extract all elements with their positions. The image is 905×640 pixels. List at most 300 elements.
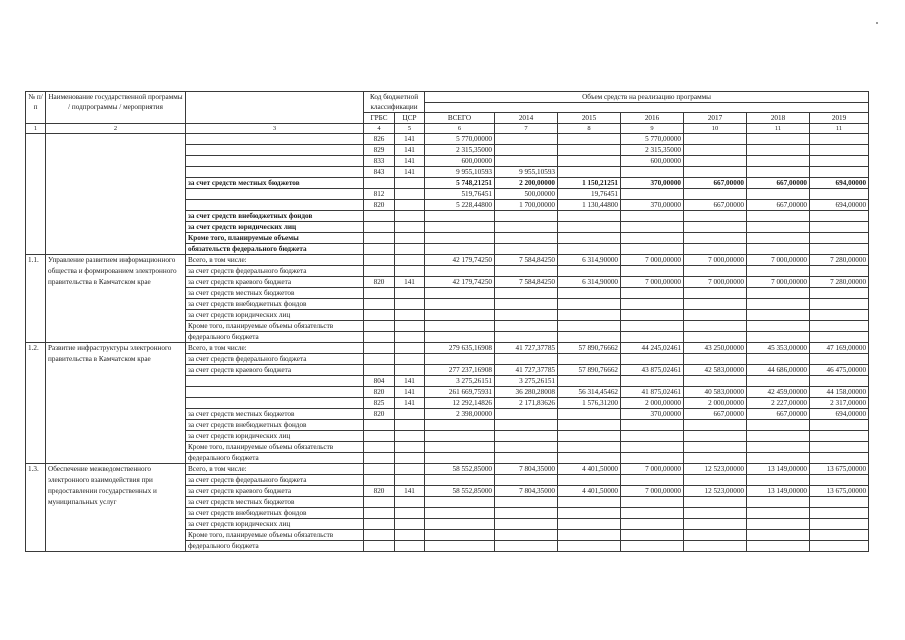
column-number: 3 — [186, 124, 364, 134]
year-cell — [810, 244, 869, 255]
grbs-cell — [364, 354, 395, 365]
year-cell — [684, 167, 747, 178]
csr-cell — [395, 519, 425, 530]
year-cell: 667,00000 — [747, 409, 810, 420]
year-cell — [684, 156, 747, 167]
column-number: 7 — [495, 124, 558, 134]
year-cell: 7 584,84250 — [495, 277, 558, 288]
year-cell — [495, 420, 558, 431]
year-cell — [621, 233, 684, 244]
row-number: 1.2. — [26, 343, 46, 464]
grbs-cell — [364, 475, 395, 486]
year-cell — [810, 332, 869, 343]
year-cell — [495, 222, 558, 233]
total-cell: 58 552,85000 — [425, 486, 495, 497]
year-cell — [495, 156, 558, 167]
year-cell — [558, 266, 621, 277]
year-cell — [684, 541, 747, 552]
year-cell — [621, 530, 684, 541]
source-cell — [186, 145, 364, 156]
total-cell: 5 228,44800 — [425, 200, 495, 211]
grbs-cell — [364, 508, 395, 519]
year-cell — [747, 299, 810, 310]
year-cell: 3 275,26151 — [495, 376, 558, 387]
grbs-cell — [364, 321, 395, 332]
total-cell — [425, 453, 495, 464]
total-cell: 279 635,16908 — [425, 343, 495, 354]
year-cell — [747, 376, 810, 387]
grbs-cell: 825 — [364, 398, 395, 409]
csr-cell — [395, 354, 425, 365]
source-cell: за счет средств юридических лиц — [186, 519, 364, 530]
csr-cell — [395, 343, 425, 354]
header-total: ВСЕГО — [425, 113, 495, 124]
grbs-cell — [364, 244, 395, 255]
year-cell: 7 000,00000 — [684, 277, 747, 288]
total-cell — [425, 321, 495, 332]
year-cell — [747, 288, 810, 299]
year-cell — [810, 134, 869, 145]
program-name — [46, 134, 186, 255]
year-cell: 36 280,28008 — [495, 387, 558, 398]
program-name: Развитие инфраструктуры электронного правительства в Камчатском крае — [46, 343, 186, 464]
csr-cell — [395, 409, 425, 420]
header-year: 2017 — [684, 113, 747, 124]
source-cell: за счет средств федерального бюджета — [186, 354, 364, 365]
year-cell: 2 317,00000 — [810, 398, 869, 409]
grbs-cell — [364, 178, 395, 189]
year-cell — [558, 420, 621, 431]
csr-cell — [395, 200, 425, 211]
source-cell — [186, 200, 364, 211]
year-cell: 667,00000 — [747, 200, 810, 211]
column-number: 2 — [46, 124, 186, 134]
year-cell — [810, 189, 869, 200]
source-cell: за счет средств юридических лиц — [186, 310, 364, 321]
year-cell — [810, 222, 869, 233]
year-cell: 7 000,00000 — [747, 255, 810, 266]
year-cell — [747, 354, 810, 365]
year-cell: 5 770,00000 — [621, 134, 684, 145]
total-cell — [425, 299, 495, 310]
source-cell: Всего, в том числе: — [186, 343, 364, 354]
year-cell — [747, 321, 810, 332]
source-cell: за счет средств краевого бюджета — [186, 277, 364, 288]
year-cell — [558, 288, 621, 299]
year-cell: 370,00000 — [621, 200, 684, 211]
year-cell — [747, 332, 810, 343]
year-cell: 44 686,00000 — [747, 365, 810, 376]
grbs-cell — [364, 420, 395, 431]
total-cell — [425, 310, 495, 321]
grbs-cell: 820 — [364, 277, 395, 288]
year-cell — [495, 453, 558, 464]
csr-cell: 141 — [395, 145, 425, 156]
year-cell: 2 000,00000 — [684, 398, 747, 409]
year-cell — [747, 475, 810, 486]
header-csr: ЦСР — [395, 113, 425, 124]
total-cell: 58 552,85000 — [425, 464, 495, 475]
csr-cell: 141 — [395, 167, 425, 178]
header-source — [186, 92, 364, 124]
header-num: № п/п — [26, 92, 46, 124]
csr-cell: 141 — [395, 398, 425, 409]
year-cell — [621, 167, 684, 178]
year-cell — [810, 519, 869, 530]
year-cell — [747, 442, 810, 453]
year-cell — [747, 189, 810, 200]
year-cell — [810, 321, 869, 332]
header-year: 2015 — [558, 113, 621, 124]
budget-table — [25, 91, 869, 552]
year-cell — [558, 354, 621, 365]
source-cell: Кроме того, планируемые объемы обязательств — [186, 530, 364, 541]
total-cell: 2 398,00000 — [425, 409, 495, 420]
year-cell — [684, 431, 747, 442]
year-cell — [684, 530, 747, 541]
header-year: 2014 — [495, 113, 558, 124]
year-cell — [621, 354, 684, 365]
total-cell: 42 179,74250 — [425, 255, 495, 266]
year-cell — [495, 541, 558, 552]
grbs-cell — [364, 211, 395, 222]
year-cell — [558, 508, 621, 519]
total-cell: 600,00000 — [425, 156, 495, 167]
table-row — [26, 464, 869, 475]
total-cell — [425, 332, 495, 343]
csr-cell — [395, 266, 425, 277]
source-cell: Всего, в том числе: — [186, 255, 364, 266]
table-row — [26, 134, 869, 145]
year-cell — [810, 442, 869, 453]
year-cell: 667,00000 — [684, 409, 747, 420]
year-cell — [810, 299, 869, 310]
total-cell: 261 669,75931 — [425, 387, 495, 398]
source-cell — [186, 134, 364, 145]
year-cell — [810, 475, 869, 486]
year-cell — [495, 442, 558, 453]
year-cell: 1 130,44800 — [558, 200, 621, 211]
year-cell: 667,00000 — [747, 178, 810, 189]
year-cell — [747, 145, 810, 156]
year-cell — [495, 519, 558, 530]
year-cell — [684, 332, 747, 343]
header-year: 2019 — [810, 113, 869, 124]
year-cell — [495, 233, 558, 244]
year-cell: 7 000,00000 — [684, 255, 747, 266]
grbs-cell: 826 — [364, 134, 395, 145]
total-cell — [425, 420, 495, 431]
year-cell: 6 314,90000 — [558, 255, 621, 266]
year-cell — [495, 310, 558, 321]
year-cell — [558, 530, 621, 541]
year-cell — [684, 453, 747, 464]
year-cell: 4 401,50000 — [558, 464, 621, 475]
total-cell: 12 292,14826 — [425, 398, 495, 409]
year-cell — [558, 310, 621, 321]
csr-cell — [395, 497, 425, 508]
program-name: Управление развитием информационного общества и формированием электронного правительства в Камчатском крае — [46, 255, 186, 343]
year-cell — [495, 321, 558, 332]
total-cell — [425, 475, 495, 486]
year-cell — [684, 222, 747, 233]
source-cell: за счет средств федерального бюджета — [186, 266, 364, 277]
year-cell — [495, 299, 558, 310]
csr-cell — [395, 442, 425, 453]
year-cell — [495, 134, 558, 145]
year-cell — [558, 222, 621, 233]
column-number: 8 — [558, 124, 621, 134]
year-cell — [747, 541, 810, 552]
year-cell — [684, 244, 747, 255]
year-cell — [558, 134, 621, 145]
column-number: 4 — [364, 124, 395, 134]
year-cell: 7 280,00000 — [810, 255, 869, 266]
year-cell — [810, 354, 869, 365]
year-cell — [810, 233, 869, 244]
csr-cell — [395, 288, 425, 299]
source-cell: за счет средств внебюджетных фондов — [186, 211, 364, 222]
year-cell — [810, 431, 869, 442]
csr-cell — [395, 211, 425, 222]
grbs-cell — [364, 519, 395, 530]
grbs-cell: 804 — [364, 376, 395, 387]
year-cell — [558, 475, 621, 486]
year-cell: 600,00000 — [621, 156, 684, 167]
year-cell — [621, 288, 684, 299]
year-cell: 2 227,00000 — [747, 398, 810, 409]
year-cell: 1 700,00000 — [495, 200, 558, 211]
year-cell — [558, 497, 621, 508]
year-cell — [810, 420, 869, 431]
year-cell: 370,00000 — [621, 409, 684, 420]
year-cell — [684, 211, 747, 222]
csr-cell — [395, 299, 425, 310]
table-body — [26, 134, 869, 552]
year-cell — [684, 354, 747, 365]
source-cell — [186, 376, 364, 387]
year-cell — [684, 145, 747, 156]
year-cell — [495, 530, 558, 541]
source-cell — [186, 387, 364, 398]
year-cell: 41 875,02461 — [621, 387, 684, 398]
source-cell — [186, 189, 364, 200]
year-cell: 19,76451 — [558, 189, 621, 200]
year-cell — [621, 541, 684, 552]
grbs-cell — [364, 266, 395, 277]
year-cell: 2 000,00000 — [621, 398, 684, 409]
header-volume-spacer — [425, 103, 869, 113]
header-year: 2016 — [621, 113, 684, 124]
csr-cell — [395, 310, 425, 321]
year-cell — [558, 233, 621, 244]
year-cell: 7 280,00000 — [810, 277, 869, 288]
year-cell: 7 000,00000 — [621, 255, 684, 266]
source-cell: за счет средств юридических лиц — [186, 431, 364, 442]
year-cell: 7 000,00000 — [621, 464, 684, 475]
csr-cell: 141 — [395, 156, 425, 167]
year-cell: 43 875,02461 — [621, 365, 684, 376]
grbs-cell — [364, 343, 395, 354]
csr-cell — [395, 189, 425, 200]
year-cell — [621, 211, 684, 222]
year-cell — [684, 288, 747, 299]
grbs-cell: 812 — [364, 189, 395, 200]
total-cell: 2 315,35000 — [425, 145, 495, 156]
source-cell: федерального бюджета — [186, 453, 364, 464]
total-cell — [425, 508, 495, 519]
csr-cell: 141 — [395, 387, 425, 398]
csr-cell — [395, 178, 425, 189]
source-cell: за счет средств внебюджетных фондов — [186, 420, 364, 431]
year-cell — [684, 497, 747, 508]
source-cell — [186, 167, 364, 178]
csr-cell — [395, 431, 425, 442]
year-cell: 6 314,90000 — [558, 277, 621, 288]
year-cell — [621, 222, 684, 233]
year-cell — [747, 453, 810, 464]
total-cell — [425, 233, 495, 244]
total-cell — [425, 541, 495, 552]
row-number — [26, 134, 46, 255]
total-cell — [425, 354, 495, 365]
year-cell — [621, 321, 684, 332]
year-cell: 667,00000 — [684, 200, 747, 211]
year-cell — [621, 442, 684, 453]
csr-cell — [395, 530, 425, 541]
year-cell: 7 000,00000 — [621, 277, 684, 288]
year-cell: 7 804,35000 — [495, 486, 558, 497]
year-cell — [621, 453, 684, 464]
year-cell: 44 158,00000 — [810, 387, 869, 398]
year-cell — [684, 310, 747, 321]
year-cell — [558, 167, 621, 178]
total-cell: 9 955,10593 — [425, 167, 495, 178]
year-cell — [684, 189, 747, 200]
grbs-cell — [364, 541, 395, 552]
year-cell — [684, 508, 747, 519]
year-cell — [684, 475, 747, 486]
year-cell — [810, 167, 869, 178]
year-cell — [810, 453, 869, 464]
table-row — [26, 255, 869, 266]
year-cell — [747, 244, 810, 255]
year-cell: 2 200,00000 — [495, 178, 558, 189]
grbs-cell — [364, 453, 395, 464]
csr-cell — [395, 464, 425, 475]
header-code-group: Код бюджетной классификации — [364, 92, 425, 113]
year-cell — [495, 211, 558, 222]
year-cell: 4 401,50000 — [558, 486, 621, 497]
year-cell — [495, 145, 558, 156]
year-cell — [810, 211, 869, 222]
header-grbs: ГРБС — [364, 113, 395, 124]
year-cell — [810, 266, 869, 277]
csr-cell: 141 — [395, 486, 425, 497]
grbs-cell — [364, 233, 395, 244]
year-cell — [621, 310, 684, 321]
year-cell — [684, 299, 747, 310]
year-cell — [684, 519, 747, 530]
year-cell — [558, 244, 621, 255]
column-number: 1 — [26, 124, 46, 134]
source-cell: Кроме того, планируемые объемы обязательств — [186, 321, 364, 332]
total-cell — [425, 497, 495, 508]
year-cell — [747, 431, 810, 442]
year-cell — [621, 508, 684, 519]
column-number: 6 — [425, 124, 495, 134]
grbs-cell: 843 — [364, 167, 395, 178]
year-cell: 2 171,83626 — [495, 398, 558, 409]
year-cell — [747, 310, 810, 321]
year-cell: 12 523,00000 — [684, 464, 747, 475]
column-numbers-row — [26, 124, 869, 134]
csr-cell — [395, 255, 425, 266]
total-cell: 5 748,21251 — [425, 178, 495, 189]
total-cell: 3 275,26151 — [425, 376, 495, 387]
year-cell — [684, 321, 747, 332]
year-cell — [747, 222, 810, 233]
year-cell — [747, 420, 810, 431]
csr-cell — [395, 365, 425, 376]
year-cell — [747, 530, 810, 541]
source-cell: за счет средств внебюджетных фондов — [186, 508, 364, 519]
source-cell: за счет средств краевого бюджета — [186, 365, 364, 376]
year-cell: 43 250,00000 — [684, 343, 747, 354]
source-cell: за счет средств краевого бюджета — [186, 486, 364, 497]
csr-cell — [395, 321, 425, 332]
total-cell — [425, 442, 495, 453]
column-number: 11 — [747, 124, 810, 134]
year-cell: 694,00000 — [810, 409, 869, 420]
year-cell — [810, 376, 869, 387]
year-cell: 1 576,31200 — [558, 398, 621, 409]
year-cell — [747, 508, 810, 519]
source-cell: Всего, в том числе: — [186, 464, 364, 475]
row-number: 1.1. — [26, 255, 46, 343]
year-cell — [621, 189, 684, 200]
year-cell — [747, 156, 810, 167]
year-cell — [747, 211, 810, 222]
source-cell: за счет средств местных бюджетов — [186, 409, 364, 420]
year-cell — [810, 530, 869, 541]
year-cell — [747, 519, 810, 530]
year-cell — [621, 420, 684, 431]
year-cell — [621, 497, 684, 508]
year-cell: 42 583,00000 — [684, 365, 747, 376]
grbs-cell — [364, 497, 395, 508]
year-cell: 57 890,76662 — [558, 365, 621, 376]
grbs-cell: 820 — [364, 486, 395, 497]
grbs-cell — [364, 464, 395, 475]
year-cell: 57 890,76662 — [558, 343, 621, 354]
year-cell — [558, 431, 621, 442]
year-cell — [495, 475, 558, 486]
csr-cell — [395, 541, 425, 552]
year-cell — [558, 145, 621, 156]
year-cell: 13 675,00000 — [810, 464, 869, 475]
source-cell: за счет средств местных бюджетов — [186, 497, 364, 508]
year-cell — [621, 332, 684, 343]
year-cell — [747, 233, 810, 244]
year-cell — [621, 266, 684, 277]
year-cell — [810, 145, 869, 156]
year-cell: 47 169,00000 — [810, 343, 869, 354]
grbs-cell — [364, 431, 395, 442]
year-cell — [495, 354, 558, 365]
year-cell — [621, 475, 684, 486]
year-cell — [684, 376, 747, 387]
